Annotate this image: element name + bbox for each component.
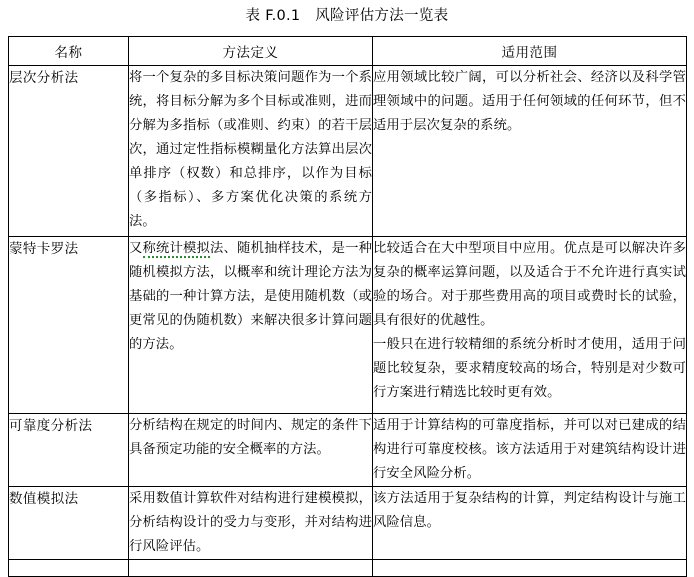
method-definition-cell bbox=[129, 237, 373, 414]
table-body bbox=[9, 66, 687, 577]
method-name-cell: 可靠度分析法 bbox=[9, 414, 129, 487]
method-name-cell: 数值模拟法 bbox=[9, 487, 129, 560]
table-header bbox=[9, 37, 687, 66]
scope-paragraph-1: 比较适合在大中型项目中应用。优点是可以解决许多复杂的概率运算问题，以及适合于不允许进行真实试验的场合。对于那些费用高的项目或费时长的试验，具有很好的优越性。 bbox=[373, 241, 686, 328]
table-row bbox=[9, 66, 687, 237]
column-header-definition: 方法定义 bbox=[129, 37, 373, 66]
scope-paragraph: 应用领域比较广阔，可以分析社会、经济以及科学管理领域中的问题。适用于任何领域的任何环节，但不适用于层次复杂的系统。 bbox=[373, 70, 686, 133]
table-row bbox=[9, 237, 687, 414]
method-name-cell: 层次分析法 bbox=[9, 66, 129, 237]
table-row bbox=[9, 487, 687, 560]
definition-text-prefix: 又 bbox=[129, 241, 143, 256]
table-header-row bbox=[9, 37, 687, 66]
scope-paragraph: 该方法适用于复杂结构的计算，判定结构设计与施工风险信息。 bbox=[373, 491, 686, 530]
method-scope-cell bbox=[373, 487, 687, 560]
definition-text-suffix: 法、随机抽样技术，是一种随机模拟方法，以概率和统计理论方法为基础的一种计算方法，是使用随机数（或更常见的伪随机数）来解决很多计算问题的方法。 bbox=[129, 241, 373, 352]
definition-paragraph: 采用数值计算软件对结构进行建模模拟，分析结构设计的受力与变形，并对结构进行风险评估。 bbox=[129, 491, 372, 554]
spellcheck-underlined-text: 称统计模拟 bbox=[142, 241, 211, 256]
method-scope-cell bbox=[373, 414, 687, 487]
method-scope-cell bbox=[373, 66, 687, 237]
method-definition-cell bbox=[129, 414, 373, 487]
method-scope-cell bbox=[373, 237, 687, 414]
column-header-name: 名称 bbox=[9, 37, 129, 66]
definition-paragraph: 分析结构在规定的时间内、规定的条件下具备预定功能的安全概率的方法。 bbox=[129, 418, 372, 457]
risk-assessment-table-container bbox=[8, 36, 686, 577]
column-header-scope: 适用范围 bbox=[373, 37, 687, 66]
definition-paragraph: 将一个复杂的多目标决策问题作为一个系统，将目标分解为多个目标或准则，进而分解为多指标（或准则、约束）的若干层次，通过定性指标模糊量化方法算出层次单排序（权数）和总排序，以作为目标（多指标）、多方案优化决策的系统方法。 bbox=[129, 70, 372, 229]
method-name-cell: 蒙特卡罗法 bbox=[9, 237, 129, 414]
method-definition-cell bbox=[129, 66, 373, 237]
risk-assessment-table bbox=[8, 36, 687, 577]
method-definition-cell bbox=[129, 487, 373, 560]
definition-paragraph bbox=[129, 237, 372, 357]
scope-paragraph: 适用于计算结构的可靠度指标，并可以对已建成的结构进行可靠度校核。该方法适用于对建筑结构设计进行安全风险分析。 bbox=[373, 418, 686, 481]
scope-paragraph-2: 一般只在进行较精细的系统分析时才使用，适用于问题比较复杂，要求精度较高的场合，特别是对少数可行方案进行精选比较时更有效。 bbox=[373, 337, 686, 400]
table-caption: 表 F.0.1 风险评估方法一览表 bbox=[245, 8, 449, 24]
table-row bbox=[9, 414, 687, 487]
